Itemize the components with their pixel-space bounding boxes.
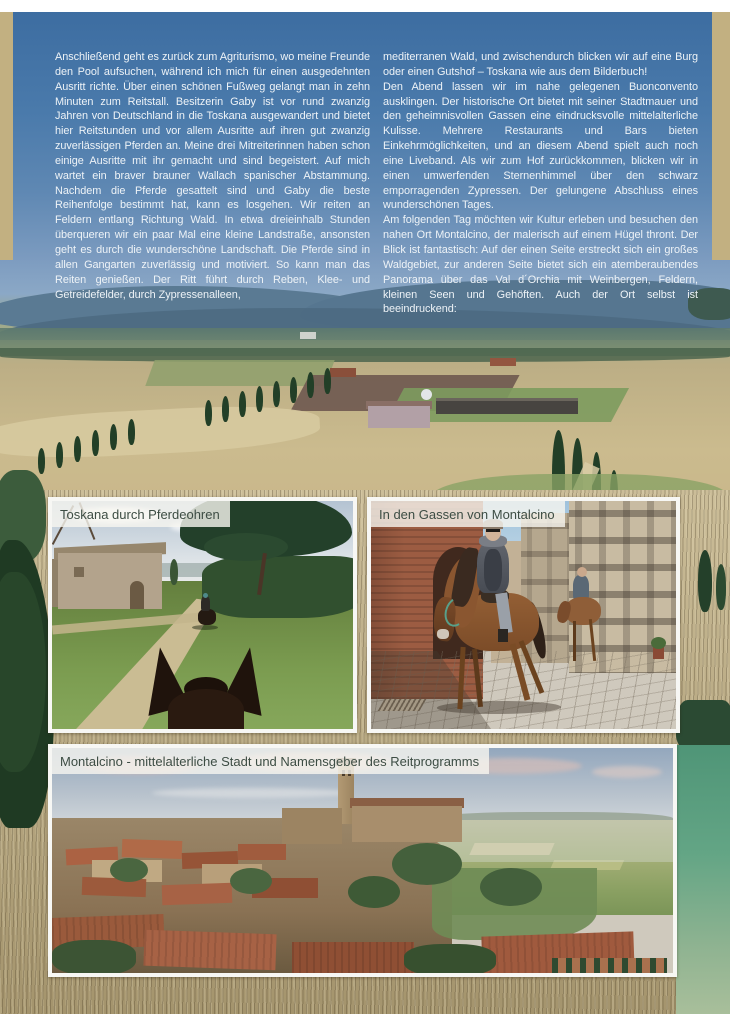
second-horse-leg [573, 621, 576, 661]
photo-montalcino-panorama [48, 744, 677, 977]
woodland-right [202, 556, 357, 618]
foreground-roof [292, 942, 414, 974]
town-tree [392, 843, 462, 885]
rooftop [238, 844, 286, 860]
town-building [282, 808, 342, 844]
long-barn [436, 398, 578, 414]
lake-shape [676, 745, 730, 1014]
photo-toskana-durch-pferdeohren [48, 497, 357, 733]
pale-field-patch [0, 401, 321, 463]
rooftop [162, 883, 233, 905]
town-tree [110, 858, 148, 882]
town-tree [480, 868, 542, 906]
horse-with-rider [198, 609, 216, 625]
cypress-tree [205, 400, 212, 426]
pine-canopy [204, 533, 288, 561]
cloud-shape [152, 788, 352, 798]
rider-sunglasses [486, 529, 500, 532]
foreground-bushes [52, 940, 136, 975]
cypress-tree [290, 377, 297, 403]
photo-caption: In den Gassen von Montalcino [371, 501, 565, 527]
rider-shadow [192, 625, 218, 630]
drain-grate [378, 699, 427, 711]
paragraph: Den Abend lassen wir im nahe gelegenen Buonconvento ausklingen. Der historische Ort bietet mit seiner Stadtmauer und den geheimnisvollen Gassen eine eindrucksvolle mittelalterliche Kulisse. Mehrere Restaurants und Bars bieten Einkehrmöglichkeiten, und an diesem Abend spielt auch noch eine Liveband. Als wir zum Hof zurückkommen, blicken wir in einen umwerfenden Sternenhimmel über den schwarz emporragenden Zypressen. Der gelungene Abschluss eines wunderschönen Tages. [383, 80, 698, 212]
cypress-tree [128, 419, 135, 445]
horse-head [168, 689, 244, 731]
cypress-tree [307, 372, 314, 398]
white-farmhouse [300, 332, 316, 339]
town-tree [230, 868, 272, 894]
treeline-band [0, 348, 730, 362]
foreground-roof [143, 930, 276, 971]
photo-caption: Toskana durch Pferdeohren [52, 501, 230, 527]
cypress-tree [110, 424, 117, 450]
rider-cap [203, 593, 208, 598]
cypress-tree [716, 564, 726, 610]
red-roof-house [330, 368, 356, 377]
paragraph: Am folgenden Tag möchten wir Kultur erleben und besuchen den nahen Ort Montalcino, der malerisch auf einem Hügel thront. Der Blick ist fantastisch: Auf der einen Seite erstreckt sich ein großes Waldgebiet, zur anderen Seite bietet sich ein atemberaubendes Panorama über das Val d´Orchia mit Weinbergen, Feldern, kleinen Seen und Gehöften. Auch der Ort selbst ist beeindruckend: [383, 214, 698, 316]
cypress-tree [38, 448, 45, 474]
cypress-tree [74, 436, 81, 462]
rider-boot [498, 629, 508, 642]
rider-vest [484, 549, 502, 591]
cypress-tree [239, 391, 246, 417]
silo [421, 389, 432, 400]
cypress-tree [698, 550, 712, 612]
cloud-shape [592, 766, 662, 778]
flower-pot-plant [651, 637, 666, 649]
farmhouse-window [74, 567, 84, 577]
cypress-tree [273, 381, 280, 407]
photo-caption: Montalcino - mittelalterliche Stadt und Namensgeber des Reitprogramms [52, 748, 489, 774]
article-column-left: Anschließend geht es zurück zum Agriturismo, wo meine Freunde den Pool aufsuchen, während ich mich für einen ausgedehnten Ausritt richte. Über einen schönen Fußweg gelangt man in zehn Minuten zum Reitstall. Besitzerin Gaby ist vor rund zwanzig Jahren von Deutschland in die Toskana ausgewandert und bietet hier Reitstunden und vor allem Ausritte auf ihren gut zwanzig zuverlässigen Pferden an. Meine drei Mitreiterinnen haben schon einige Ausritte mit ihr gemacht und sind begeistert. Auf mich wartet ein braver brauner Wallach spanischer Abstammung. Nachdem die Pferde gesattelt sind und Gaby die beste Reihenfolge bestimmt hat, kann es losgehen. Wir reiten an Feldern entlang Richtung Wald. In etwa dreieinhalb Stunden überqueren wir ein paar Mal eine kleine Landstraße, ansonsten geht es durch die wunderschöne Landschaft. Die Pferde sind in allen Gangarten zuverlässig und motiviert. So kann man das Reiten genießen. Der Ritt führt durch Reben, Klee- und Getreidefelder, durch Zypressenalleen, [55, 51, 370, 301]
rider-figure [201, 596, 210, 611]
red-roof-house [490, 358, 516, 366]
photo-gassen-von-montalcino [367, 497, 680, 733]
arched-green-doors [552, 958, 667, 973]
farmhouse [368, 406, 430, 428]
paragraph: mediterranen Wald, und zwischendurch blicken wir auf eine Burg oder einen Gutshof – Toskana wie aus dem Bilderbuch! [383, 51, 698, 78]
town-tree [348, 876, 400, 908]
foreground-bushes [404, 944, 496, 976]
article-column-right [383, 50, 698, 317]
stone-farmhouse [58, 553, 162, 609]
cypress-tree [170, 559, 178, 585]
cypress-tree [56, 442, 63, 468]
second-rider-head [577, 567, 587, 577]
horse-muzzle-marking [437, 629, 449, 639]
church-nave [352, 806, 462, 842]
cypress-tree [324, 368, 331, 394]
cypress-tree [222, 396, 229, 422]
farmhouse-door [130, 581, 144, 609]
cypress-tree [92, 430, 99, 456]
cypress-tree [256, 386, 263, 412]
rooftop [122, 839, 183, 859]
